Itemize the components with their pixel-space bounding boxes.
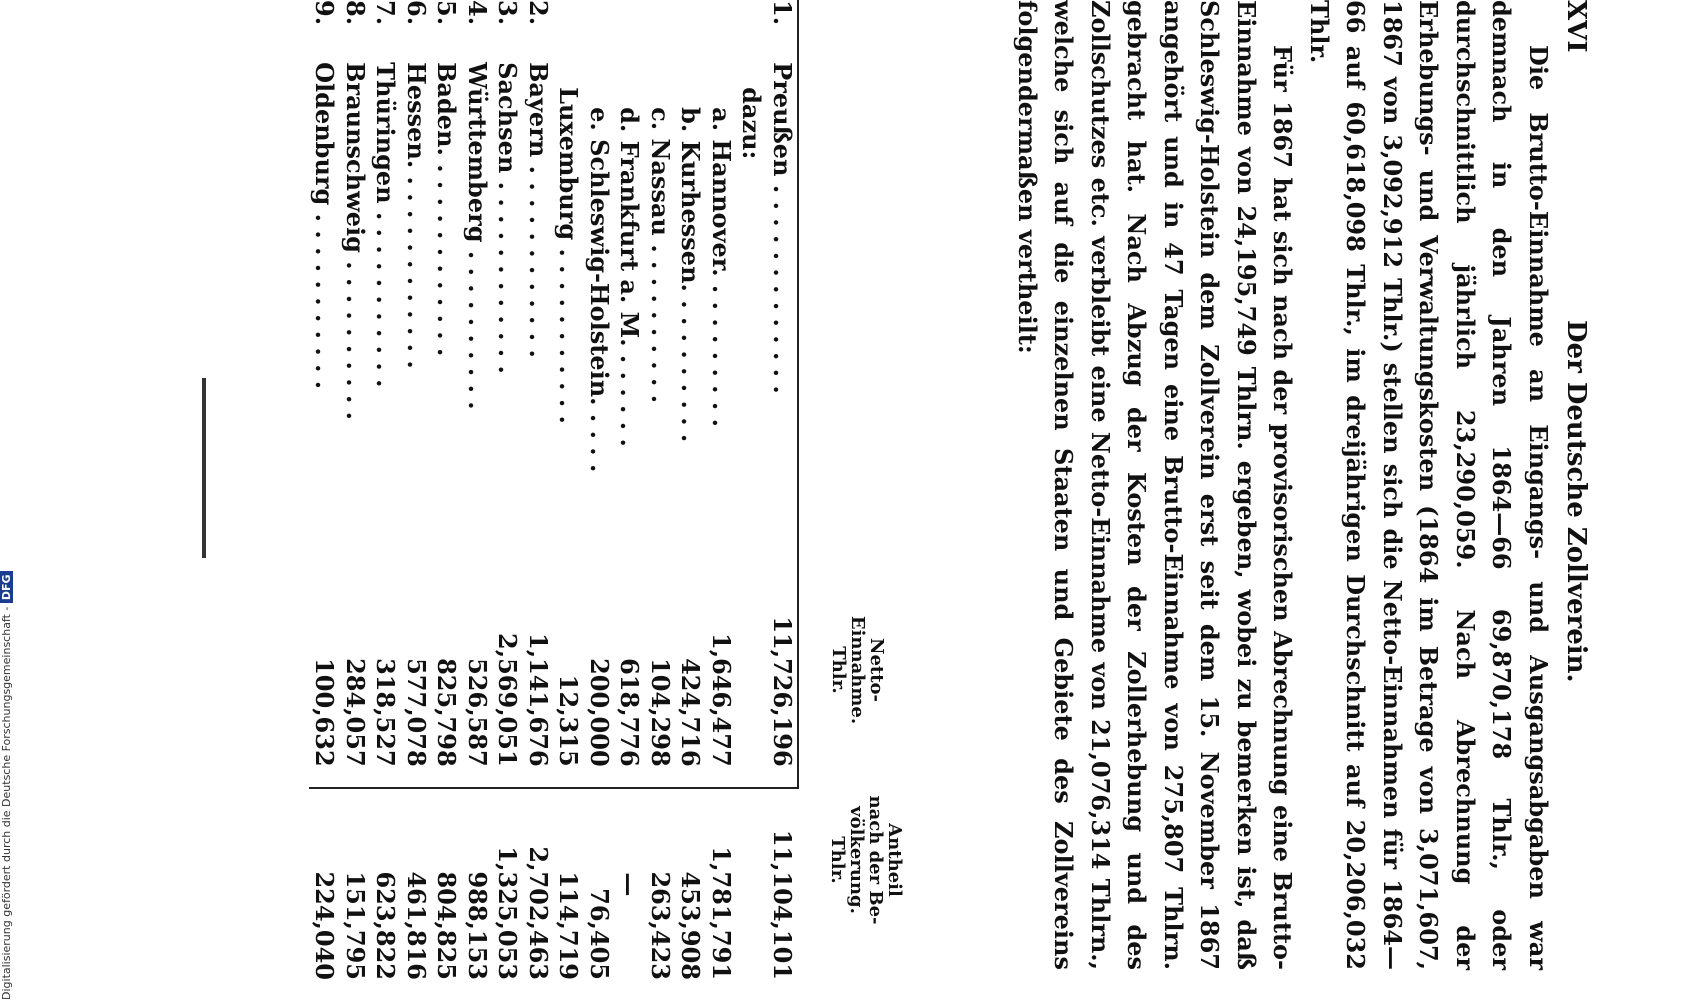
- netto-value: 618,776: [614, 584, 645, 788]
- row-number: 3.: [493, 0, 523, 26]
- row-label: d. Frankfurt a. M. . . . . . .: [615, 107, 645, 447]
- table-row: [553, 0, 584, 990]
- col2-header-line: völkerung.: [846, 806, 867, 914]
- col2-header-line: Thlr.: [827, 836, 848, 884]
- table-row: [523, 0, 554, 990]
- running-title: Der Deutsche Zollverein.: [1561, 320, 1591, 683]
- row-number: [706, 0, 737, 62]
- row-label: Baden. . . . . . . . . . . . .: [432, 62, 462, 357]
- netto-value: 825,798: [431, 584, 462, 788]
- antheil-value: 263,423: [646, 871, 675, 980]
- antheil-value: 461,816: [402, 871, 431, 980]
- table-row: [431, 0, 462, 990]
- row-label: b. Kurhessen. . . . . . . . . .: [676, 107, 706, 443]
- dfg-logo: DFG: [0, 571, 13, 603]
- table-row: [736, 0, 767, 990]
- row-number: 7.: [371, 0, 401, 26]
- netto-value: 12,315: [553, 584, 584, 788]
- antheil-value: 151,795: [341, 871, 370, 980]
- column-header-antheil: [828, 760, 904, 960]
- netto-value: 318,527: [370, 584, 401, 788]
- netto-value: 2,569,051: [492, 584, 523, 788]
- antheil-value: 1,781,791: [707, 846, 736, 980]
- antheil-value: 76,405: [585, 888, 614, 980]
- antheil-value: 623,822: [371, 871, 401, 980]
- row-label: a. Hannover. . . . . . . . . .: [707, 107, 736, 427]
- netto-value: 1,646,477: [706, 584, 737, 788]
- row-label: Württemberg . . . . . . . . . .: [463, 62, 492, 410]
- row-number: [614, 0, 645, 62]
- col2-header-line: nach der Be-: [865, 795, 886, 925]
- netto-value: 424,716: [675, 584, 706, 788]
- row-label: Oldenburg . . . . . . . . . . .: [310, 62, 340, 390]
- row-label: Thüringen . . . . . . . . . . .: [371, 62, 401, 388]
- row-number: [736, 0, 767, 62]
- row-number: 4.: [463, 0, 492, 26]
- netto-value: [736, 584, 767, 788]
- antheil-value: 114,719: [554, 871, 584, 980]
- row-label: Preußen . . . . . . . . . . . . .: [767, 62, 799, 583]
- table-row: [767, 0, 799, 990]
- row-number: [645, 0, 676, 62]
- column-header-netto: [829, 570, 886, 770]
- paragraph-2: Für 1867 hat sich nach der provisorischen Abrechnung eine Brutto-Einnahme von 24,195,749 Thlrn. ergeben, wobei zu bemerken ist, daß Schleswig-Holstein dem Zollverein erst seit dem 15. November 1867 angehört und in 47 Tagen eine Brutto-Einnahme von 275,807 Thlrn. gebracht hat. Nach Abzug der Kosten der Zollerhebung und des Zollschutzes etc. verbleibt eine Netto-Einnahme von 21,076,314 Thlrn., welche sich auf die einzelnen Staaten und Gebiete des Zollvereins folgendermaßen vertheilt:: [1013, 0, 1298, 970]
- row-label: Bayern . . . . . . . . . . . .: [524, 62, 553, 358]
- col1-header-line: Einnahme.: [847, 615, 868, 725]
- netto-value: 526,587: [462, 584, 493, 788]
- table-row: [401, 0, 432, 990]
- col2-header-line: Antheil: [884, 823, 905, 897]
- row-label: Braunschweig . . . . . . . . . .: [341, 62, 370, 421]
- dfg-credit: [0, 571, 13, 1000]
- row-number: 1.: [767, 0, 799, 62]
- col1-header-line: Netto-: [866, 637, 887, 702]
- antheil-value: 1,325,053: [493, 846, 523, 980]
- row-number: [553, 0, 584, 62]
- row-label: dazu:: [737, 87, 767, 160]
- table-row: [492, 0, 523, 990]
- row-label: c. Nassau . . . . . . . . . .: [646, 107, 675, 404]
- row-number: 9.: [310, 0, 340, 26]
- netto-value: 577,078: [401, 584, 432, 788]
- page-number: XVI: [1561, 0, 1591, 53]
- row-number: [584, 0, 615, 62]
- row-number: 6.: [402, 0, 431, 26]
- antheil-value: 11,104,101: [768, 829, 798, 980]
- row-number: 5.: [432, 0, 462, 26]
- table-row: [309, 0, 340, 990]
- netto-value: 1,141,676: [523, 584, 554, 788]
- table-row: [370, 0, 401, 990]
- row-label: e. Schleswig-Holstein. . . . .: [585, 107, 614, 473]
- paragraph-1: Die Brutto-Einnahme an Eingangs- und Ausgangsabgaben war demnach in den Jahren 1864—66 69,870,178 Thlr., oder durchschnittlich jährlich 23,290,059. Nach Abrechnung der Erhebungs- und Verwaltungskosten (1864 im Betrage von 3,071,607, 1867 von 3,092,912 Thlr.) stellen sich die Netto-Einnahmen für 1864—66 auf 60,618,098 Thlr., im dreijährigen Durchschnitt auf 20,206,032 Thlr.: [1305, 0, 1553, 970]
- table-row: [584, 0, 615, 990]
- row-number: 8.: [341, 0, 370, 26]
- table-row: [614, 0, 645, 990]
- antheil-value: 804,825: [432, 871, 462, 980]
- antheil-value: 224,040: [310, 871, 340, 980]
- table-row: [675, 0, 706, 990]
- row-number: 2.: [524, 0, 553, 26]
- table-row: [706, 0, 737, 990]
- antheil-value: 453,908: [676, 871, 706, 980]
- antheil-value: 2,702,463: [524, 846, 553, 980]
- row-label: Sachsen . . . . . . . . . . . .: [493, 62, 523, 374]
- revenue-table: [309, 0, 799, 990]
- row-label: Luxemburg . . . . . . . . . . .: [554, 87, 584, 424]
- row-number: [675, 0, 706, 62]
- body-text: [1009, 0, 1557, 970]
- netto-value: 284,057: [340, 584, 371, 788]
- table-row: [462, 0, 493, 990]
- table-row: [645, 0, 676, 990]
- table-row: [340, 0, 371, 990]
- margin-rule-mark: [202, 378, 206, 558]
- row-label: Hessen. . . . . . . . . . . . .: [402, 62, 431, 369]
- netto-value: 11,726,196: [767, 584, 799, 788]
- antheil-value: [736, 788, 767, 990]
- netto-value: 104,298: [645, 584, 676, 788]
- antheil-value: 988,153: [463, 871, 492, 980]
- netto-value: 100,632: [309, 584, 340, 788]
- antheil-value: —: [615, 872, 645, 897]
- netto-value: 200,000: [584, 584, 615, 788]
- dfg-credit-text: Digitalisierung gefördert durch die Deutsche Forschungsgemeinschaft -: [0, 606, 13, 1000]
- col1-header-line: Thlr.: [828, 646, 849, 694]
